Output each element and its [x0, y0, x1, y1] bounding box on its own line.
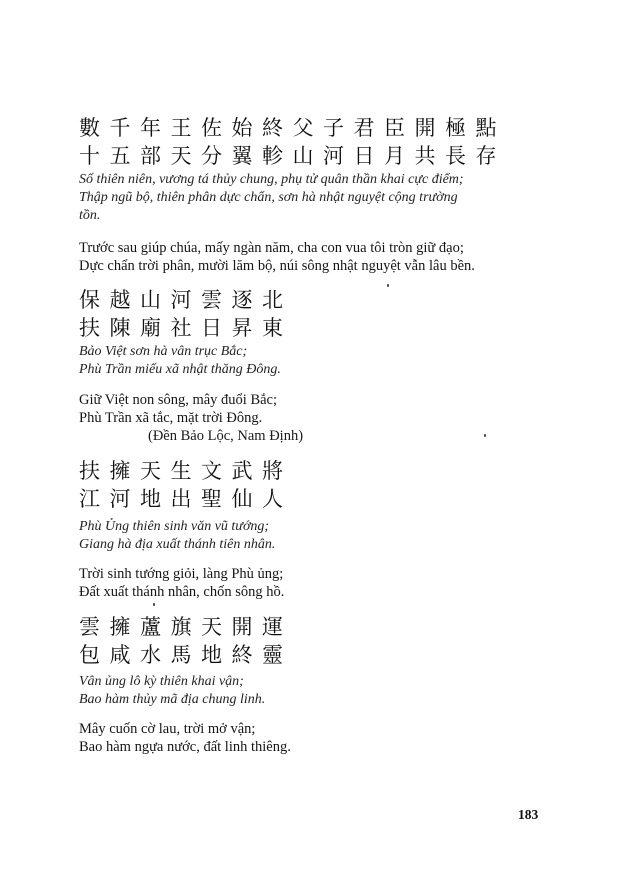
- han-line: 數千年王佐始終父子君臣開極點: [79, 116, 506, 140]
- couplet-3-han: [79, 457, 559, 513]
- transliteration-line: Bảo Việt sơn hà vân trục Bắc;: [79, 344, 248, 359]
- couplet-1-han: [79, 114, 559, 170]
- couplet-4-translation: [79, 720, 559, 756]
- couplet-4-transliteration: [79, 673, 559, 709]
- couplet-1-transliteration: [79, 171, 559, 225]
- transliteration-line: Thập ngũ bộ, thiên phân dực chẩn, sơn hà nhật nguyệt cộng trường: [79, 190, 458, 205]
- source-location: (Đền Bảo Lộc, Nam Định): [148, 428, 304, 444]
- translation-line: Dực chẩn trời phân, mười lăm bộ, núi sông nhật nguyệt vẫn lâu bền.: [79, 258, 475, 274]
- couplet-3-transliteration: [79, 518, 559, 554]
- translation-line: Phù Trần xã tắc, mặt trời Đông.: [79, 410, 263, 426]
- translation-line: Trước sau giúp chúa, mấy ngàn năm, cha con vua tôi tròn giữ đạo;: [79, 240, 464, 256]
- transliteration-line: Vân ủng lô kỳ thiên khai vận;: [79, 674, 244, 689]
- transliteration-line: Giang hà địa xuất thánh tiên nhân.: [79, 537, 276, 552]
- han-line: 扶擁天生文武將: [79, 459, 293, 483]
- translation-line: Bao hàm ngựa nước, đất linh thiêng.: [79, 739, 291, 755]
- scan-speck: [153, 603, 155, 606]
- couplet-2-transliteration: [79, 343, 559, 379]
- couplet-2-translation: [79, 391, 559, 445]
- couplet-4-han: [79, 613, 559, 669]
- couplet-2-han: [79, 286, 559, 342]
- han-line: 包咸水馬地終靈: [79, 643, 293, 667]
- translation-line: Giữ Việt non sông, mây đuổi Bắc;: [79, 392, 278, 408]
- translation-line: Mây cuốn cờ lau, trời mở vận;: [79, 721, 256, 737]
- couplet-3-translation: [79, 565, 559, 601]
- translation-line: Trời sinh tướng giỏi, làng Phù ủng;: [79, 566, 284, 582]
- transliteration-line: Phù Trần miếu xã nhật thăng Đông.: [79, 362, 281, 377]
- han-line: 江河地出聖仙人: [79, 487, 293, 511]
- translation-line: Đất xuất thánh nhân, chốn sông hồ.: [79, 584, 285, 600]
- transliteration-line: Số thiên niên, vương tá thủy chung, phụ tử quân thần khai cực điểm;: [79, 172, 464, 187]
- scan-speck: [484, 434, 486, 437]
- han-line: 十五部天分翼軫山河日月共長存: [79, 144, 506, 168]
- transliteration-line: tồn.: [79, 208, 101, 223]
- han-line: 扶陳廟社日昇東: [79, 316, 293, 340]
- couplet-1-translation: [79, 239, 559, 275]
- transliteration-line: Bao hàm thủy mã địa chung linh.: [79, 692, 266, 707]
- han-line: 保越山河雲逐北: [79, 288, 293, 312]
- page-number: 183: [518, 807, 539, 822]
- transliteration-line: Phù Ủng thiên sinh văn vũ tướng;: [79, 519, 270, 534]
- scan-speck: [387, 284, 389, 287]
- han-line: 雲擁蘆旗天開運: [79, 615, 293, 639]
